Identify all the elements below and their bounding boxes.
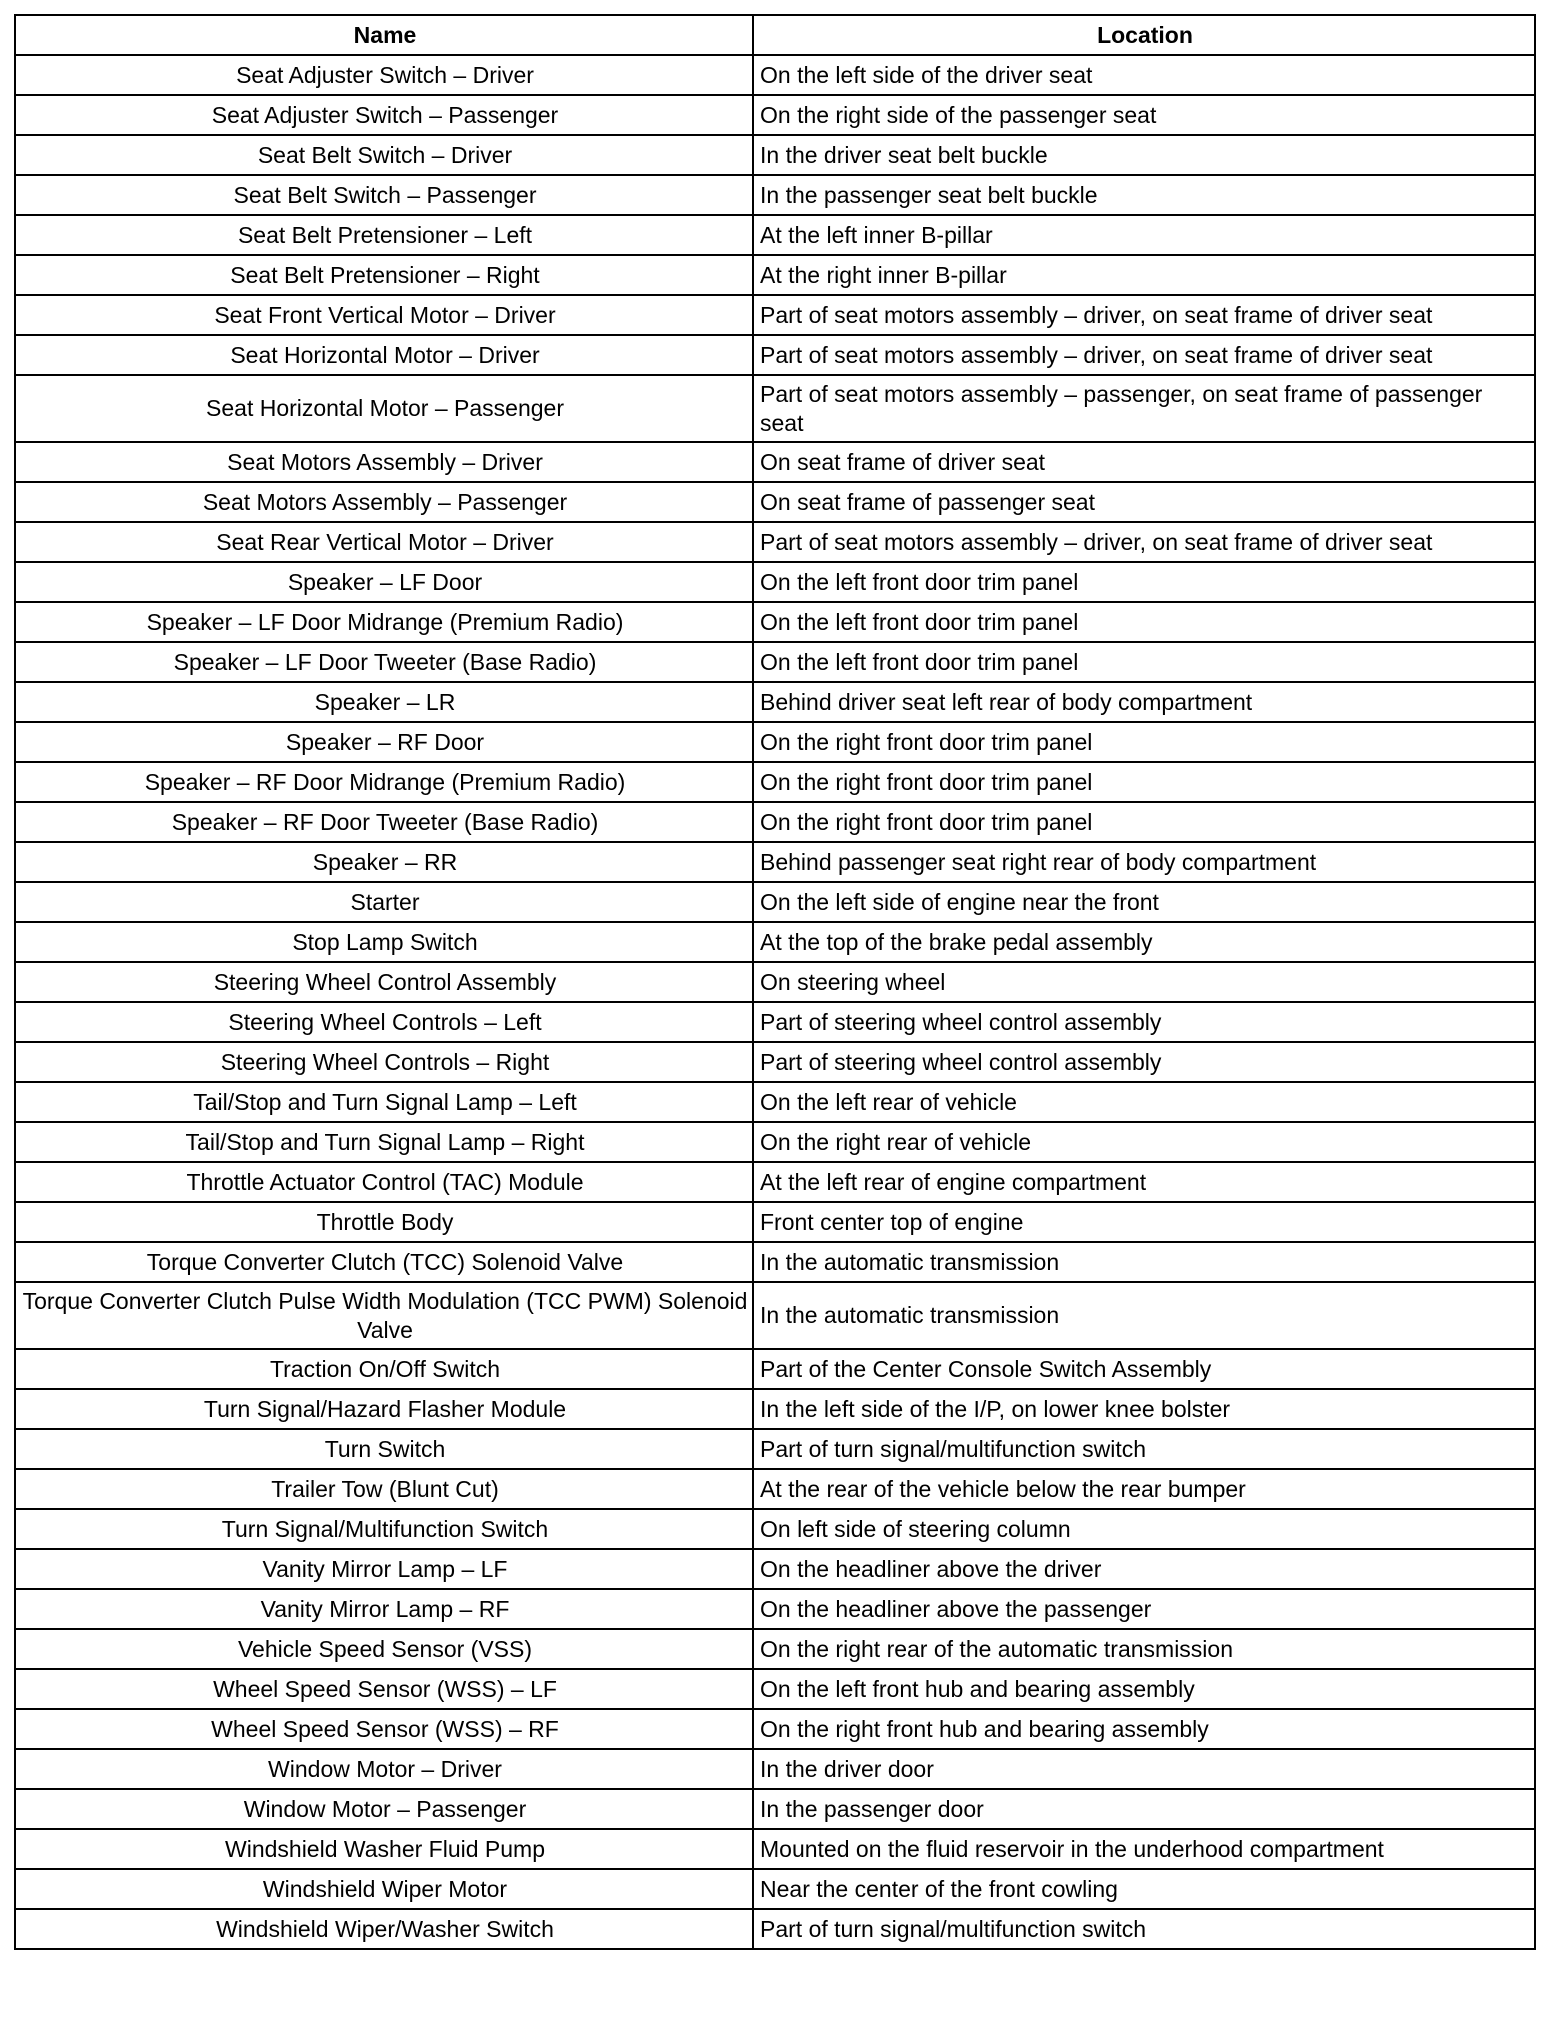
table-row xyxy=(15,1002,1535,1042)
component-location-cell: Part of seat motors assembly – passenger, on seat frame of passenger seat xyxy=(753,375,1535,442)
component-location-cell: On seat frame of driver seat xyxy=(753,442,1535,482)
component-location-cell: At the top of the brake pedal assembly xyxy=(753,922,1535,962)
table-row xyxy=(15,175,1535,215)
component-location-cell: At the rear of the vehicle below the rear bumper xyxy=(753,1469,1535,1509)
table-row xyxy=(15,95,1535,135)
component-name-cell: Speaker – RF Door Midrange (Premium Radio) xyxy=(15,762,753,802)
component-name-cell: Seat Motors Assembly – Passenger xyxy=(15,482,753,522)
component-location-cell: Part of steering wheel control assembly xyxy=(753,1002,1535,1042)
component-name-cell: Stop Lamp Switch xyxy=(15,922,753,962)
component-name-cell: Trailer Tow (Blunt Cut) xyxy=(15,1469,753,1509)
table-row xyxy=(15,1909,1535,1949)
table-row xyxy=(15,1042,1535,1082)
component-location-cell: In the driver door xyxy=(753,1749,1535,1789)
component-name-cell: Speaker – LF Door xyxy=(15,562,753,602)
component-name-cell: Windshield Wiper/Washer Switch xyxy=(15,1909,753,1949)
table-row xyxy=(15,642,1535,682)
component-location-cell: Part of seat motors assembly – driver, on seat frame of driver seat xyxy=(753,522,1535,562)
table-row xyxy=(15,215,1535,255)
component-location-cell: Part of seat motors assembly – driver, on seat frame of driver seat xyxy=(753,295,1535,335)
table-row xyxy=(15,1549,1535,1589)
component-name-cell: Turn Switch xyxy=(15,1429,753,1469)
component-name-cell: Vehicle Speed Sensor (VSS) xyxy=(15,1629,753,1669)
table-row xyxy=(15,1429,1535,1469)
table-row xyxy=(15,1829,1535,1869)
table-row xyxy=(15,55,1535,95)
component-name-cell: Window Motor – Driver xyxy=(15,1749,753,1789)
table-row xyxy=(15,1469,1535,1509)
table-row xyxy=(15,1282,1535,1349)
component-location-cell: On the headliner above the passenger xyxy=(753,1589,1535,1629)
table-row xyxy=(15,1629,1535,1669)
table-row xyxy=(15,1669,1535,1709)
component-name-cell: Windshield Washer Fluid Pump xyxy=(15,1829,753,1869)
component-location-cell: On the right rear of the automatic transmission xyxy=(753,1629,1535,1669)
location-column-header: Location xyxy=(753,15,1535,55)
header-row xyxy=(15,15,1535,55)
component-location-cell: Front center top of engine xyxy=(753,1202,1535,1242)
table-row xyxy=(15,842,1535,882)
component-name-cell: Speaker – RF Door xyxy=(15,722,753,762)
table-row xyxy=(15,522,1535,562)
component-name-cell: Seat Adjuster Switch – Passenger xyxy=(15,95,753,135)
table-row xyxy=(15,802,1535,842)
table-row xyxy=(15,1749,1535,1789)
component-location-cell: At the left inner B-pillar xyxy=(753,215,1535,255)
table-row xyxy=(15,1869,1535,1909)
component-location-cell: On the right rear of vehicle xyxy=(753,1122,1535,1162)
component-location-cell: In the passenger door xyxy=(753,1789,1535,1829)
table-row xyxy=(15,255,1535,295)
table-row xyxy=(15,922,1535,962)
table-row xyxy=(15,722,1535,762)
table-row xyxy=(15,335,1535,375)
component-location-cell: On left side of steering column xyxy=(753,1509,1535,1549)
table-header xyxy=(15,15,1535,55)
component-location-cell: In the driver seat belt buckle xyxy=(753,135,1535,175)
component-location-cell: On the left front door trim panel xyxy=(753,642,1535,682)
component-location-cell: Behind driver seat left rear of body compartment xyxy=(753,682,1535,722)
table-row xyxy=(15,1242,1535,1282)
table-row xyxy=(15,1162,1535,1202)
table-row xyxy=(15,1389,1535,1429)
component-location-table xyxy=(14,14,1536,1950)
component-name-cell: Seat Horizontal Motor – Driver xyxy=(15,335,753,375)
table-row xyxy=(15,962,1535,1002)
component-location-cell: On the left side of engine near the front xyxy=(753,882,1535,922)
component-name-cell: Steering Wheel Control Assembly xyxy=(15,962,753,1002)
table-row xyxy=(15,762,1535,802)
component-name-cell: Wheel Speed Sensor (WSS) – RF xyxy=(15,1709,753,1749)
table-row xyxy=(15,602,1535,642)
component-location-cell: On the left front door trim panel xyxy=(753,602,1535,642)
document-page xyxy=(14,14,1534,1950)
component-name-cell: Windshield Wiper Motor xyxy=(15,1869,753,1909)
table-body xyxy=(15,55,1535,1949)
component-name-cell: Speaker – LF Door Tweeter (Base Radio) xyxy=(15,642,753,682)
table-row xyxy=(15,295,1535,335)
table-row xyxy=(15,1789,1535,1829)
table-row xyxy=(15,135,1535,175)
component-name-cell: Seat Horizontal Motor – Passenger xyxy=(15,375,753,442)
component-location-cell: On the left front door trim panel xyxy=(753,562,1535,602)
component-location-cell: In the left side of the I/P, on lower knee bolster xyxy=(753,1389,1535,1429)
component-location-cell: On the right front door trim panel xyxy=(753,762,1535,802)
table-row xyxy=(15,442,1535,482)
component-name-cell: Tail/Stop and Turn Signal Lamp – Right xyxy=(15,1122,753,1162)
component-name-cell: Window Motor – Passenger xyxy=(15,1789,753,1829)
component-location-cell: Mounted on the fluid reservoir in the underhood compartment xyxy=(753,1829,1535,1869)
component-location-cell: In the automatic transmission xyxy=(753,1282,1535,1349)
component-name-cell: Seat Rear Vertical Motor – Driver xyxy=(15,522,753,562)
component-name-cell: Torque Converter Clutch (TCC) Solenoid Valve xyxy=(15,1242,753,1282)
component-location-cell: Part of seat motors assembly – driver, on seat frame of driver seat xyxy=(753,335,1535,375)
table-row xyxy=(15,562,1535,602)
component-location-cell: On steering wheel xyxy=(753,962,1535,1002)
component-name-cell: Speaker – LR xyxy=(15,682,753,722)
component-name-cell: Throttle Body xyxy=(15,1202,753,1242)
table-row xyxy=(15,1589,1535,1629)
component-location-cell: On the left side of the driver seat xyxy=(753,55,1535,95)
table-row xyxy=(15,1122,1535,1162)
component-name-cell: Seat Motors Assembly – Driver xyxy=(15,442,753,482)
component-name-cell: Speaker – RF Door Tweeter (Base Radio) xyxy=(15,802,753,842)
component-location-cell: Part of turn signal/multifunction switch xyxy=(753,1909,1535,1949)
table-row xyxy=(15,882,1535,922)
component-location-cell: On the right front hub and bearing assembly xyxy=(753,1709,1535,1749)
table-row xyxy=(15,682,1535,722)
component-location-cell: At the left rear of engine compartment xyxy=(753,1162,1535,1202)
component-location-cell: On the right front door trim panel xyxy=(753,802,1535,842)
component-location-cell: On the right side of the passenger seat xyxy=(753,95,1535,135)
component-name-cell: Traction On/Off Switch xyxy=(15,1349,753,1389)
component-name-cell: Turn Signal/Hazard Flasher Module xyxy=(15,1389,753,1429)
component-location-cell: Part of the Center Console Switch Assembly xyxy=(753,1349,1535,1389)
component-name-cell: Seat Belt Switch – Driver xyxy=(15,135,753,175)
table-row xyxy=(15,1082,1535,1122)
component-name-cell: Seat Belt Pretensioner – Left xyxy=(15,215,753,255)
component-location-cell: In the automatic transmission xyxy=(753,1242,1535,1282)
component-name-cell: Seat Belt Switch – Passenger xyxy=(15,175,753,215)
component-location-cell: Part of turn signal/multifunction switch xyxy=(753,1429,1535,1469)
component-location-cell: On seat frame of passenger seat xyxy=(753,482,1535,522)
component-name-cell: Turn Signal/Multifunction Switch xyxy=(15,1509,753,1549)
component-name-cell: Seat Front Vertical Motor – Driver xyxy=(15,295,753,335)
component-location-cell: On the left front hub and bearing assembly xyxy=(753,1669,1535,1709)
table-row xyxy=(15,1709,1535,1749)
table-row xyxy=(15,1349,1535,1389)
component-name-cell: Wheel Speed Sensor (WSS) – LF xyxy=(15,1669,753,1709)
component-location-cell: In the passenger seat belt buckle xyxy=(753,175,1535,215)
component-name-cell: Vanity Mirror Lamp – LF xyxy=(15,1549,753,1589)
component-location-cell: At the right inner B-pillar xyxy=(753,255,1535,295)
component-name-cell: Speaker – LF Door Midrange (Premium Radio) xyxy=(15,602,753,642)
component-name-cell: Steering Wheel Controls – Right xyxy=(15,1042,753,1082)
component-name-cell: Tail/Stop and Turn Signal Lamp – Left xyxy=(15,1082,753,1122)
component-name-cell: Starter xyxy=(15,882,753,922)
component-location-cell: On the right front door trim panel xyxy=(753,722,1535,762)
table-row xyxy=(15,1509,1535,1549)
table-row xyxy=(15,482,1535,522)
component-name-cell: Seat Belt Pretensioner – Right xyxy=(15,255,753,295)
component-name-cell: Vanity Mirror Lamp – RF xyxy=(15,1589,753,1629)
name-column-header: Name xyxy=(15,15,753,55)
component-name-cell: Steering Wheel Controls – Left xyxy=(15,1002,753,1042)
component-name-cell: Torque Converter Clutch Pulse Width Modulation (TCC PWM) Solenoid Valve xyxy=(15,1282,753,1349)
component-name-cell: Seat Adjuster Switch – Driver xyxy=(15,55,753,95)
table-row xyxy=(15,375,1535,442)
component-location-cell: On the left rear of vehicle xyxy=(753,1082,1535,1122)
table-row xyxy=(15,1202,1535,1242)
component-location-cell: Near the center of the front cowling xyxy=(753,1869,1535,1909)
component-location-cell: Part of steering wheel control assembly xyxy=(753,1042,1535,1082)
component-location-cell: On the headliner above the driver xyxy=(753,1549,1535,1589)
component-name-cell: Speaker – RR xyxy=(15,842,753,882)
component-name-cell: Throttle Actuator Control (TAC) Module xyxy=(15,1162,753,1202)
component-location-cell: Behind passenger seat right rear of body compartment xyxy=(753,842,1535,882)
